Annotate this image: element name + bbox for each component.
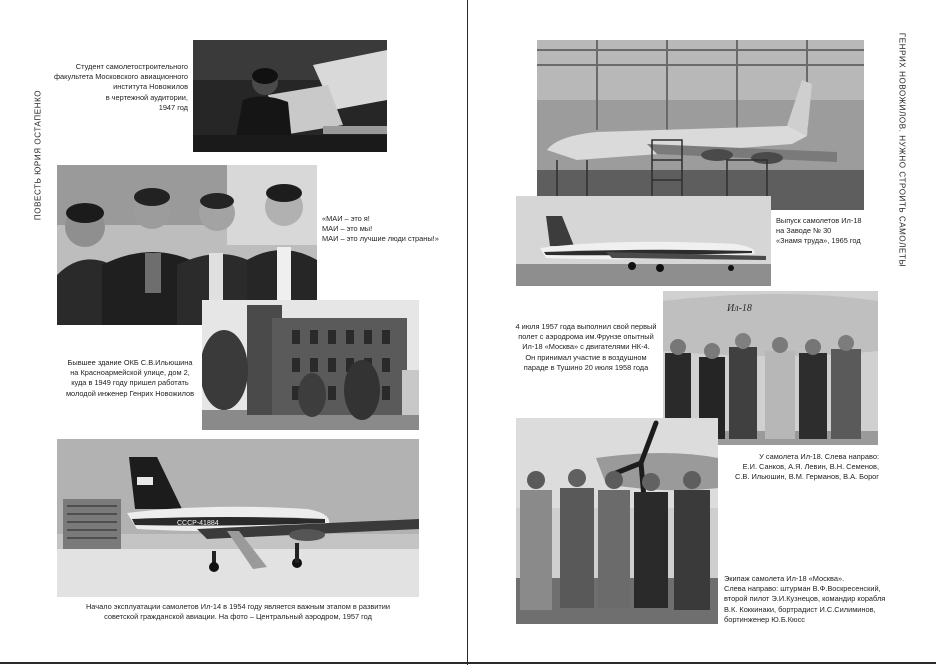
- caption-line: Е.И. Санков, А.Я. Левин, В.Н. Семенов,: [742, 462, 879, 472]
- caption-line: Начало эксплуатации самолетов Ил-14 в 1954 году является важным этапом в развитии: [85, 602, 391, 611]
- caption-line: куда в 1949 году пришел работать: [71, 378, 189, 388]
- caption-line: Он принимал участие в воздушном: [525, 352, 647, 362]
- il14-caption: [57, 602, 419, 622]
- student-caption: [54, 62, 188, 113]
- caption-line: Студент самолетостроительного: [75, 62, 188, 71]
- photo-il18-moskva-airfield: [516, 196, 771, 286]
- caption-line: параде в Тушино 20 июля 1958 года: [523, 362, 649, 372]
- caption-line: бортинженер Ю.Б.Кюсс: [724, 614, 805, 624]
- caption-line: МАИ – это лучшие люди страны!»: [322, 234, 439, 244]
- caption-line: в чертежной аудитории,: [105, 92, 188, 102]
- caption-line: Бывшее здание ОКБ С.В.Ильюшина: [67, 358, 193, 367]
- right-running-head: ГЕНРИХ НОВОЖИЛОВ. НУЖНО СТРОИТЬ САМОЛЕТЫ: [897, 32, 907, 268]
- page-divider: [467, 0, 468, 665]
- caption-line: на Красноармейской улице, дом 2,: [70, 368, 190, 378]
- caption-line: полет с аэродрома им.Фрунзе опытный: [518, 332, 654, 342]
- caption-line: Слева направо: штурман В.Ф.Воскресенский,: [724, 584, 881, 594]
- caption-line: Ил-18 «Москва» с двигателями НК-4.: [522, 342, 650, 352]
- caption-line: «Знамя труда», 1965 год: [776, 236, 861, 246]
- caption-line: института Новожилов: [113, 82, 188, 92]
- photo-student-drafting: [193, 40, 387, 152]
- caption-line: второй пилот Э.И.Кузнецов, командир корабля: [724, 594, 886, 604]
- caption-line: У самолета Ил-18. Слева направо:: [759, 452, 879, 461]
- caption-line: С.В. Ильюшин, В.М. Германов, В.А. Борог: [735, 472, 879, 482]
- caption-line: молодой инженер Генрих Новожилов: [65, 388, 195, 398]
- photo-factory-hangar: [537, 40, 864, 210]
- left-running-head: ПОВЕСТЬ ЮРИЯ ОСТАПЕНКО: [33, 89, 43, 221]
- caption-line: на Заводе № 30: [776, 226, 832, 236]
- factory-caption: [776, 216, 862, 247]
- il18-group-caption: [735, 452, 879, 483]
- mai-caption: [322, 214, 439, 245]
- photo-il14-airfield: [57, 439, 419, 597]
- nose-lettering: Ил-18: [727, 303, 752, 314]
- first-flight-caption: [512, 322, 660, 373]
- caption-line: факультета Московского авиационного: [53, 72, 188, 82]
- caption-line: 4 июля 1957 года выполнил свой первый: [515, 322, 657, 331]
- caption-line: Выпуск самолетов Ил-18: [776, 216, 862, 225]
- caption-line: 1947 год: [158, 102, 188, 112]
- photo-okb-building: [202, 300, 419, 430]
- bottom-rule: [0, 662, 936, 664]
- plane-registration: СССР-41884: [177, 520, 219, 527]
- caption-line: «МАИ – это я!: [322, 214, 370, 223]
- photo-crew: [516, 418, 718, 624]
- okb-building-caption: [62, 358, 198, 399]
- crew-caption: [724, 574, 885, 625]
- caption-line: Экипаж самолета Ил-18 «Москва».: [724, 574, 845, 583]
- caption-line: МАИ – это мы!: [322, 224, 373, 234]
- caption-line: В.К. Коккинаки, бортрадист И.С.Силиминов,: [724, 604, 876, 614]
- caption-line: советской гражданской авиации. На фото – Центральный аэродром, 1957 год: [104, 612, 372, 622]
